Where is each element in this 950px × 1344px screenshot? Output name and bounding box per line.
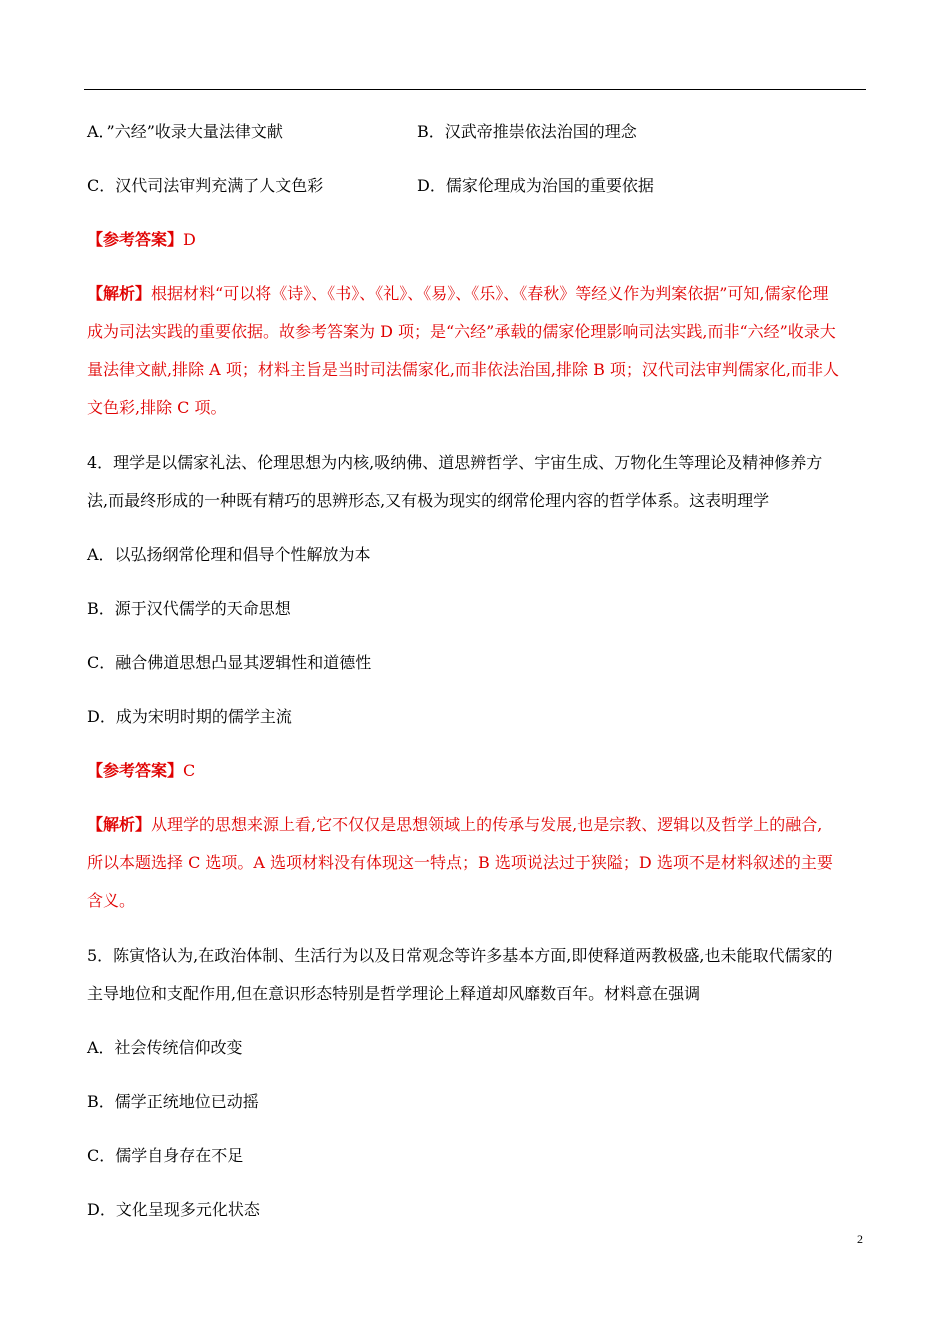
q4-analysis-line-3: 含义。 [87,891,136,910]
answer-value: C [183,761,196,780]
analysis-tag: 【解析】 [87,284,152,303]
answer-value: D [183,230,196,249]
q5-option-a: A．社会传统信仰改变 [87,1038,243,1057]
q3-option-b: B．汉武帝推崇依法治国的理念 [417,122,637,141]
analysis-tag: 【解析】 [87,815,152,834]
q3-analysis-line-4: 文色彩,排除 C 项。 [87,398,227,417]
q3-analysis-line-3: 量法律文献,排除 A 项；材料主旨是当时司法儒家化,而非依法治国,排除 B 项；汉代司法审判儒家化,而非人 [87,360,840,379]
page-number: 2 [857,1232,863,1246]
q4-analysis-line-2: 所以本题选择 C 选项。A 选项材料没有体现这一特点；B 选项说法过于狭隘；D 选项不是材料叙述的主要 [87,853,833,872]
q4-option-c: C．融合佛道思想凸显其逻辑性和道德性 [87,653,372,672]
q5-stem-line-1: 5．陈寅恪认为,在政治体制、生活行为以及日常观念等许多基本方面,即使释道两教极盛,也未能取代儒家的 [87,946,833,965]
answer-tag: 【参考答案】 [87,230,184,249]
q5-stem-line-2: 主导地位和支配作用,但在意识形态特别是哲学理论上释道却风靡数百年。材料意在强调 [87,984,701,1003]
q5-option-b: B．儒学正统地位已动摇 [87,1092,259,1111]
q3-analysis-line-1 [87,284,828,304]
q3-option-c: C．汉代司法审判充满了人文色彩 [87,176,324,195]
analysis-text: 从理学的思想来源上看,它不仅仅是思想领域上的传承与发展,也是宗教、逻辑以及哲学上的融合, [151,815,823,834]
q4-option-b: B．源于汉代儒学的天命思想 [87,599,291,618]
q3-option-a: A．”六经”收录大量法律文献 [87,122,283,141]
q3-answer [87,230,196,250]
header-rule [84,89,866,90]
analysis-text: 根据材料“可以将《诗》、《书》、《礼》、《易》、《乐》、《春秋》等经义作为判案依据”可知,儒家伦理 [151,284,829,303]
q4-option-a: A．以弘扬纲常伦理和倡导个性解放为本 [87,545,371,564]
q4-stem-line-1: 4．理学是以儒家礼法、伦理思想为内核,吸纳佛、道思辨哲学、宇宙生成、万物化生等理论及精神修养方 [87,453,823,472]
q4-stem-line-2: 法,而最终形成的一种既有精巧的思辨形态,又有极为现实的纲常伦理内容的哲学体系。这表明理学 [87,491,770,510]
q4-analysis-line-1 [87,815,822,835]
q4-option-d: D．成为宋明时期的儒学主流 [87,707,292,726]
q5-option-c: C．儒学自身存在不足 [87,1146,244,1165]
q5-option-d: D．文化呈现多元化状态 [87,1200,260,1219]
q3-option-d: D．儒家伦理成为治国的重要依据 [417,176,654,195]
q3-analysis-line-2: 成为司法实践的重要依据。故参考答案为 D 项；是“六经”承载的儒家伦理影响司法实践,而非“六经”收录大 [87,322,836,341]
q4-answer [87,761,195,781]
answer-tag: 【参考答案】 [87,761,184,780]
